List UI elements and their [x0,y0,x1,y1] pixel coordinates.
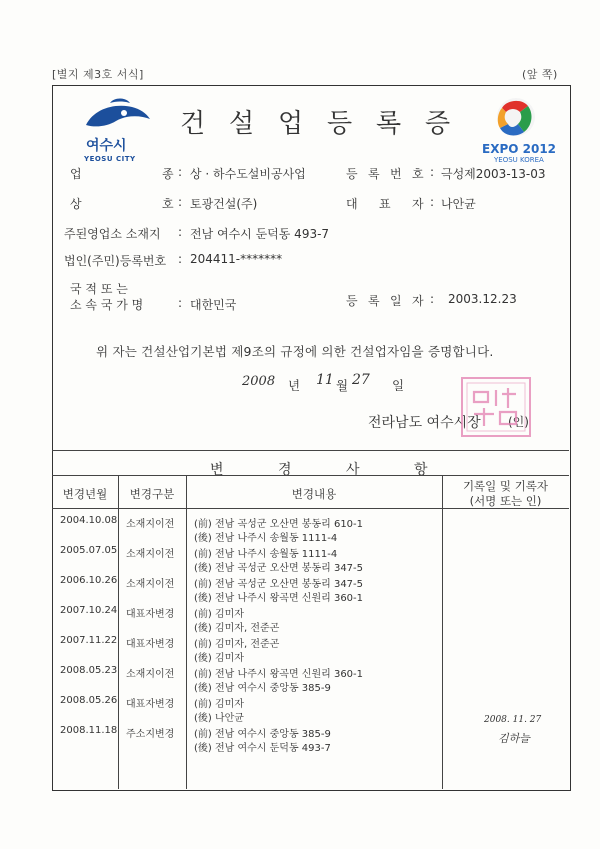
col-header-date: 변경년월 [62,487,108,501]
trade-name-value: 토광건설(주) [190,197,258,211]
changes-section-char: 경 [278,462,292,478]
row-before: (前) 김미자 [194,609,244,620]
issue-year-unit: 년 [288,378,301,393]
corp-reg-no-label: 법인(주민)등록번호 [64,254,167,268]
nationality-value: 대한민국 [190,298,237,312]
issue-day-unit: 일 [392,378,405,393]
nationality-label-line2: 소 속 국 가 명 [70,298,144,312]
row-before: (前) 김미자 [194,699,244,710]
issue-day: 27 [352,372,370,388]
yeosu-emblem-icon [80,95,155,133]
representative-value: 나안균 [441,197,476,211]
changes-section-char: 사 [346,462,360,478]
row-date: 2008.11.18 [60,725,118,736]
row-date: 2005.07.05 [60,545,118,556]
title-char: 증 [425,109,451,139]
row-before: (前) 전남 나주시 왕곡면 신원리 360-1 [194,669,364,680]
row-before: (前) 전남 여수시 중앙동 385-9 [194,729,331,740]
issuer-name: 전라남도 여수시장 [368,415,481,431]
row-after: (後) 전남 나주시 송월동 1111-4 [194,533,338,544]
business-type-label-char: 업 [70,167,82,181]
title-char: 업 [278,109,304,139]
col-header-signature-line1: 기록일 및 기록자 [462,479,549,493]
representative-label-char: 자 [412,197,424,211]
changes-section-char: 항 [414,462,428,478]
yeosu-city-logo [80,95,155,163]
row-after: (後) 김미자 [194,653,244,664]
reg-date-label-char: 록 [368,294,380,308]
col-header-content: 변경내용 [291,487,337,501]
reg-date-label-char: 일 [390,294,402,308]
row-category: 소재지이전 [126,669,175,680]
reg-date-label-char: 등 [346,294,358,308]
page-side: (앞 쪽) [522,68,558,81]
trade-name-label-char: 상 [70,197,82,211]
business-type-label-char: 종 [162,167,174,181]
official-seal-icon [458,374,534,440]
expo-logo-subtext: YEOSU KOREA [494,156,544,164]
row-category: 소재지이전 [126,549,175,560]
row-category: 소재지이전 [126,579,175,590]
title-char: 록 [376,109,402,139]
trade-name-label-char: 호 [162,197,174,211]
representative-label-char: 표 [379,197,391,211]
form-number: [별지 제3호 서식] [52,68,144,81]
column-divider [118,475,119,789]
title-char: 건 [180,109,206,139]
issue-month-unit: 월 [336,378,349,393]
representative-label-char: 대 [346,197,358,211]
row-date: 2007.11.22 [60,635,118,646]
row-after: (後) 김미자, 전준곤 [194,623,280,634]
corp-reg-no-value: 204411-******* [190,252,283,266]
row-before: (前) 전남 곡성군 오산면 봉동리 347-5 [194,579,364,590]
row-date: 2008.05.23 [60,665,118,676]
business-type-value: 상 · 하수도설비공사업 [190,167,306,181]
row-category: 주소지변경 [126,729,175,740]
reg-date-value: 2003.12.23 [448,292,517,306]
reg-no-value: 극성제2003-13-03 [441,167,546,181]
row-category: 대표자변경 [126,699,175,710]
yeosu-logo-subtext: YEOSU CITY [84,155,136,163]
col-header-signature-line2: (서명 또는 인) [469,494,542,508]
row-before: (前) 전남 나주시 송월동 1111-4 [194,549,338,560]
title-char: 등 [327,109,353,139]
certification-text: 위 자는 건설산업기본법 제9조의 규정에 의한 건설업자임을 증명합니다. [96,344,494,359]
row-after: (後) 전남 여수시 중앙동 385-9 [194,683,331,694]
signature-date: 2008. 11. 27 [484,715,542,725]
office-location-label: 주된영업소 소재지 [64,227,161,241]
row-date: 2006.10.26 [60,575,118,586]
section-divider [52,450,569,451]
nationality-label-line1: 국 적 또 는 [70,282,128,296]
title-char: 설 [229,109,255,139]
issue-month: 11 [316,372,334,388]
row-date: 2008.05.26 [60,695,118,706]
row-after: (後) 나안균 [194,713,244,724]
issue-year: 2008 [242,374,276,389]
reg-no-label-char: 록 [368,167,380,181]
certificate-page: [별지 제3호 서식] (앞 쪽) 여수시 YEOSU CITY 건 설 업 등 록 증 EXPO 2012 YEOSU KOREA 업 종 : 상 · 하수도설비공사업 등 록 번 호 : 극성제2003-13-03 상 호 : 토광건설(주) 대 표 자 : 나안균 주된영업소 소재지 : 전남 여수시 둔덕동 493-7 법인(주민)등록번호 : 204411-******* 국 적 또 는 소 속 국 가 명 : 대한민국 등 록 일 자 : 2003.12.23 위 자는 건설산업기본법 제9조의 규정에 의한 건설업자임을 증명합니다. 2008 년 11 월 27 일 전라남도 여수시장 (인) 변 경 사 항 변경년월 변경구분 변경내용 기록일 및 기록자 (서명 또는 인) 2004.10.08 소재지이전 (前) 전남 곡성군 오산면 봉동리 610-1 (後) 전남 나주시 송월동 1111-4 2005.07.05 소재지이전 (前) 전남 나주시 송월동 1111-4 (後) 전남 곡성군 오산면 봉동리 347-5 2006.10.26 소재지이전 (前) 전남 곡성군 오산면 봉동리 347-5 (後) 전남 나주시 왕곡면 신원리 360-1 2007.10.24 대표자변경 (前) 김미자 (後) 김미자, 전준곤 2007.11.22 대표자변경 (前) 김미자, 전준곤 (後) 김미자 2008.05.23 소재지이전 (前) 전남 나주시 왕곡면 신원리 360-1 (後) 전남 여수시 중앙동 385-9 2008.05.26 대표자변경 (前) 김미자 (後) 나안균 2008.11.18 주소지변경 (前) 전남 여수시 중앙동 385-9 (後) 전남 여수시 둔덕동 493-7 2008. 11. 27 김하늘 [0,0,600,849]
row-category: 소재지이전 [126,519,175,530]
row-before: (前) 김미자, 전준곤 [194,639,280,650]
table-header-top [52,475,569,476]
col-header-category: 변경구분 [129,487,175,501]
row-category: 대표자변경 [126,609,175,620]
column-divider [442,475,443,789]
reg-no-label-char: 번 [390,167,402,181]
row-after: (後) 전남 여수시 둔덕동 493-7 [194,743,331,754]
column-divider [186,475,187,789]
row-date: 2004.10.08 [60,515,118,526]
expo-logo-text: EXPO 2012 [482,142,557,156]
signature-name: 김하늘 [498,732,530,745]
row-after: (後) 전남 곡성군 오산면 봉동리 347-5 [194,563,364,574]
row-date: 2007.10.24 [60,605,118,616]
seal-mark: (인) [508,415,529,429]
yeosu-logo-text: 여수시 [86,138,127,154]
row-category: 대표자변경 [126,639,175,650]
row-before: (前) 전남 곡성군 오산면 봉동리 610-1 [194,519,364,530]
reg-date-label-char: 자 [412,294,424,308]
changes-section-char: 변 [210,462,224,478]
expo-logo [478,96,558,164]
reg-no-label-char: 등 [346,167,358,181]
reg-no-label-char: 호 [412,167,424,181]
expo-emblem-icon [492,96,540,138]
row-after: (後) 전남 나주시 왕곡면 신원리 360-1 [194,593,364,604]
office-location-value: 전남 여수시 둔덕동 493-7 [190,227,330,241]
